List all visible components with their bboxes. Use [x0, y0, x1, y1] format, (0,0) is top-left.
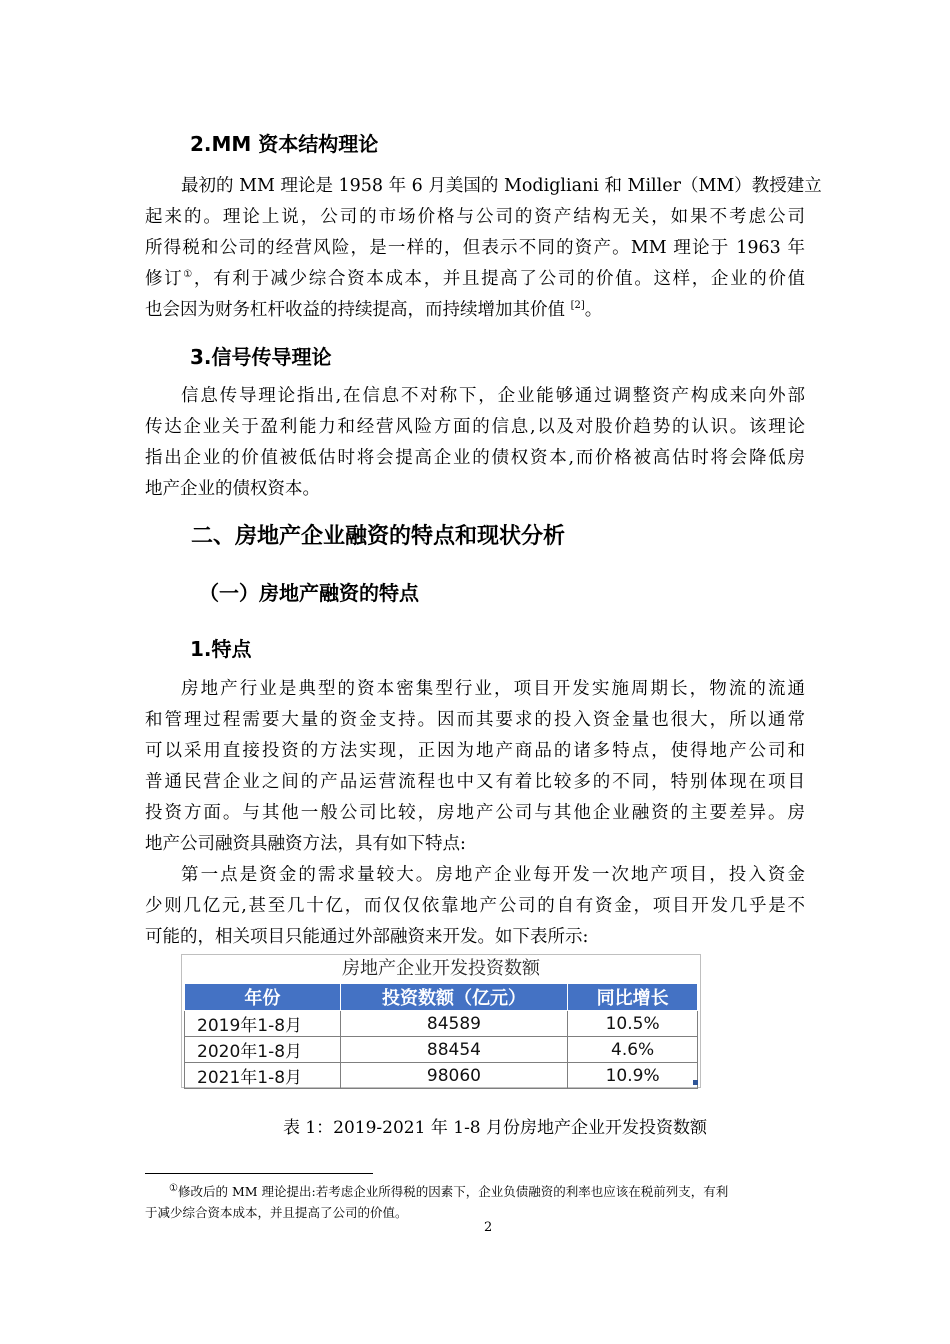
- heading-signal-theory: 3.信号传导理论: [190, 345, 332, 369]
- cell-year: 2021年1-8月: [185, 1063, 341, 1089]
- text-line: 少则几亿元,甚至几十亿，而仅仅依靠地产公司的自有资金，项目开发几乎是不: [145, 896, 805, 916]
- investment-table-image: [181, 954, 701, 1088]
- citation-ref: [2]: [570, 300, 585, 312]
- footnote-text: 于减少综合资本成本，并且提高了公司的价值。: [145, 1205, 408, 1220]
- table-row: [185, 1011, 698, 1037]
- investment-table: [184, 983, 698, 1089]
- heading-subsection-one: （一）房地产融资的特点: [199, 581, 419, 605]
- footnote: [145, 1181, 805, 1223]
- text-segment: 。: [584, 300, 603, 320]
- text-segment: ，有利于减少综合资本成本，并且提高了公司的价值。这样，企业的价值: [193, 269, 806, 289]
- heading-mm-theory: 2.MM 资本结构理论: [190, 132, 379, 156]
- text-segment: 修订: [145, 269, 184, 289]
- footnote-mark: ①: [169, 1182, 178, 1194]
- footnote-mark: ①: [183, 269, 194, 281]
- paragraph-signal-theory: [145, 381, 805, 505]
- cell-investment: 98060: [340, 1063, 568, 1089]
- header-year: 年份: [185, 984, 341, 1011]
- table-title: 房地产企业开发投资数额: [342, 958, 540, 979]
- text-line: 传达企业关于盈利能力和经营风险方面的信息,以及对股价趋势的认识。该理论: [145, 417, 805, 437]
- text-segment: 也会因为财务杠杆收益的持续提高，而持续增加其价值: [145, 300, 565, 320]
- footnote-divider: [145, 1173, 373, 1174]
- resize-handle-icon: [693, 1080, 698, 1085]
- table-row: [185, 1063, 698, 1089]
- text-line: 和管理过程需要大量的资金支持。因而其要求的投入资金量也很大，所以通常: [145, 710, 805, 730]
- text-line: 普通民营企业之间的产品运营流程也中又有着比较多的不同，特别体现在项目: [145, 772, 805, 792]
- text-line: 投资方面。与其他一般公司比较，房地产公司与其他企业融资的主要差异。房: [145, 803, 805, 823]
- header-investment: 投资数额（亿元）: [340, 984, 568, 1011]
- text-line: 地产企业的债权资本。: [145, 479, 320, 499]
- footnote-text: 修改后的 MM 理论提出:若考虑企业所得税的因素下，企业负债融资的利率也应该在税前列支，有利: [177, 1184, 729, 1199]
- heading-features: 1.特点: [190, 637, 252, 661]
- table-header-row: [185, 984, 698, 1011]
- cell-year: 2019年1-8月: [185, 1011, 341, 1037]
- cell-year: 2020年1-8月: [185, 1037, 341, 1063]
- text-line: 指出企业的价值被低估时将会提高企业的债权资本,而价格被高估时将会降低房: [145, 448, 805, 468]
- text-line: 可能的，相关项目只能通过外部融资来开发。如下表所示:: [145, 927, 589, 947]
- cell-growth: 10.9%: [568, 1063, 698, 1089]
- text-line: 第一点是资金的需求量较大。房地产企业每开发一次地产项目，投入资金: [181, 865, 805, 885]
- cell-growth: 10.5%: [568, 1011, 698, 1037]
- header-growth: 同比增长: [568, 984, 698, 1011]
- cell-investment: 84589: [340, 1011, 568, 1037]
- text-line: 房地产行业是典型的资本密集型行业，项目开发实施周期长，物流的流通: [181, 679, 805, 699]
- paragraph-first-point: [145, 860, 805, 953]
- text-line: 起来的。理论上说，公司的市场价格与公司的资产结构无关，如果不考虑公司: [145, 207, 805, 227]
- table-row: [185, 1037, 698, 1063]
- table-caption: 表 1：2019-2021 年 1-8 月份房地产企业开发投资数额: [282, 1118, 708, 1138]
- text-line: 地产公司融资具融资方法，具有如下特点:: [145, 834, 466, 854]
- cell-growth: 4.6%: [568, 1037, 698, 1063]
- page-number: 2: [484, 1220, 493, 1235]
- text-line: 可以采用直接投资的方法实现，正因为地产商品的诸多特点，使得地产公司和: [145, 741, 805, 761]
- heading-chapter-two: 二、房地产企业融资的特点和现状分析: [191, 524, 566, 549]
- cell-investment: 88454: [340, 1037, 568, 1063]
- text-line: 信息传导理论指出,在信息不对称下，企业能够通过调整资产构成来向外部: [181, 386, 805, 406]
- text-line: 最初的 MM 理论是 1958 年 6 月美国的 Modigliani 和 Miller（MM）教授建立: [181, 176, 822, 196]
- text-line: 所得税和公司的经营风险，是一样的，但表示不同的资产。MM 理论于 1963 年: [145, 238, 805, 258]
- paragraph-mm-theory: [145, 171, 822, 326]
- paragraph-features: [145, 674, 805, 860]
